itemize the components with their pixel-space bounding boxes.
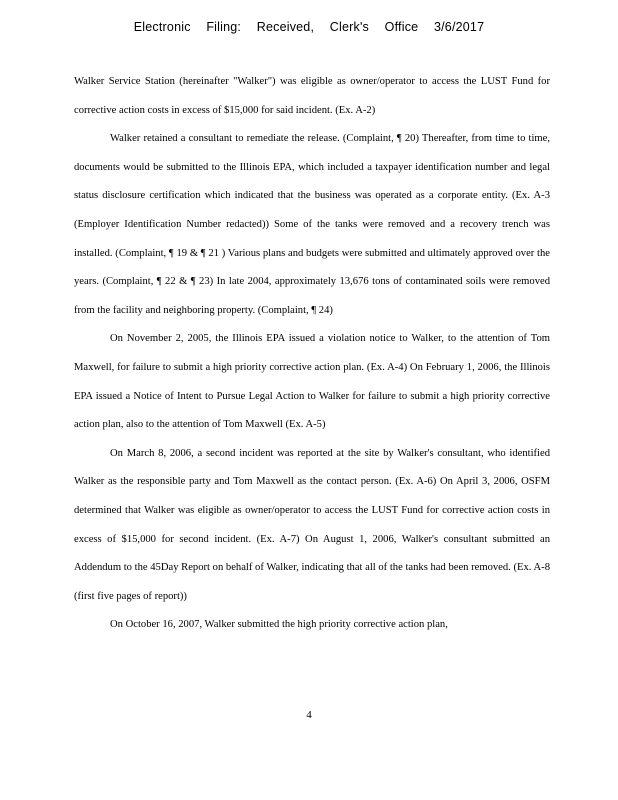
paragraph-5: On October 16, 2007, Walker submitted the high priority corrective action plan, — [110, 619, 448, 631]
paragraph-1: Walker Service Station (hereinafter "Walker") was eligible as owner/operator to access the LUST Fund for corrective action costs in excess of $15,000 for said incident. (Ex. A-2) — [74, 76, 550, 116]
paragraph-4: On March 8, 2006, a second incident was reported at the site by Walker's consultant, who identified Walker as the responsible party and Tom Maxwell as the contact person. (Ex. A-6) On April 3, 2006, OSFM determined that Walker was eligible as owner/operator to access the LUST Fund for corrective action costs in excess of $15,000 for second incident. (Ex. A-7) On August 1, 2006, Walker's consultant submitted an Addendum to the 45Day Report on behalf of Walker, indicating that all of the tanks had been removed. (Ex. A-8 (first five pages of report)) — [74, 447, 550, 602]
paragraph-3: On November 2, 2005, the Illinois EPA issued a violation notice to Walker, to the attention of Tom Maxwell, for failure to submit a high priority corrective action plan. (Ex. A-4) On February 1, 2006, the Illinois EPA issued a Notice of Intent to Pursue Legal Action to Walker for failure to submit a high priority corrective action plan, also to the attention of Tom Maxwell (Ex. A-5) — [74, 333, 550, 431]
page-number: 4 — [306, 709, 312, 721]
document-body — [74, 68, 550, 640]
paragraph-2: Walker retained a consultant to remediate the release. (Complaint, ¶ 20) Thereafter, from time to time, documents would be submitted to the Illinois EPA, which included a taxpayer identification number and legal status disclosure certification which indicated that the business was operated as a corporate entity. (Ex. A-3 (Employer Identification Number redacted)) Some of the tanks were removed and a recovery trench was installed. (Complaint, ¶ 19 & ¶ 21 ) Various plans and budgets were submitted and ultimately approved over the years. (Complaint, ¶ 22 & ¶ 23) In late 2004, approximately 13,676 tons of contaminated soils were removed from the facility and neighboring property. (Complaint, ¶ 24) — [74, 133, 550, 316]
filing-header: Electronic Filing: Received, Clerk's Office 3/6/2017 — [133, 20, 485, 34]
